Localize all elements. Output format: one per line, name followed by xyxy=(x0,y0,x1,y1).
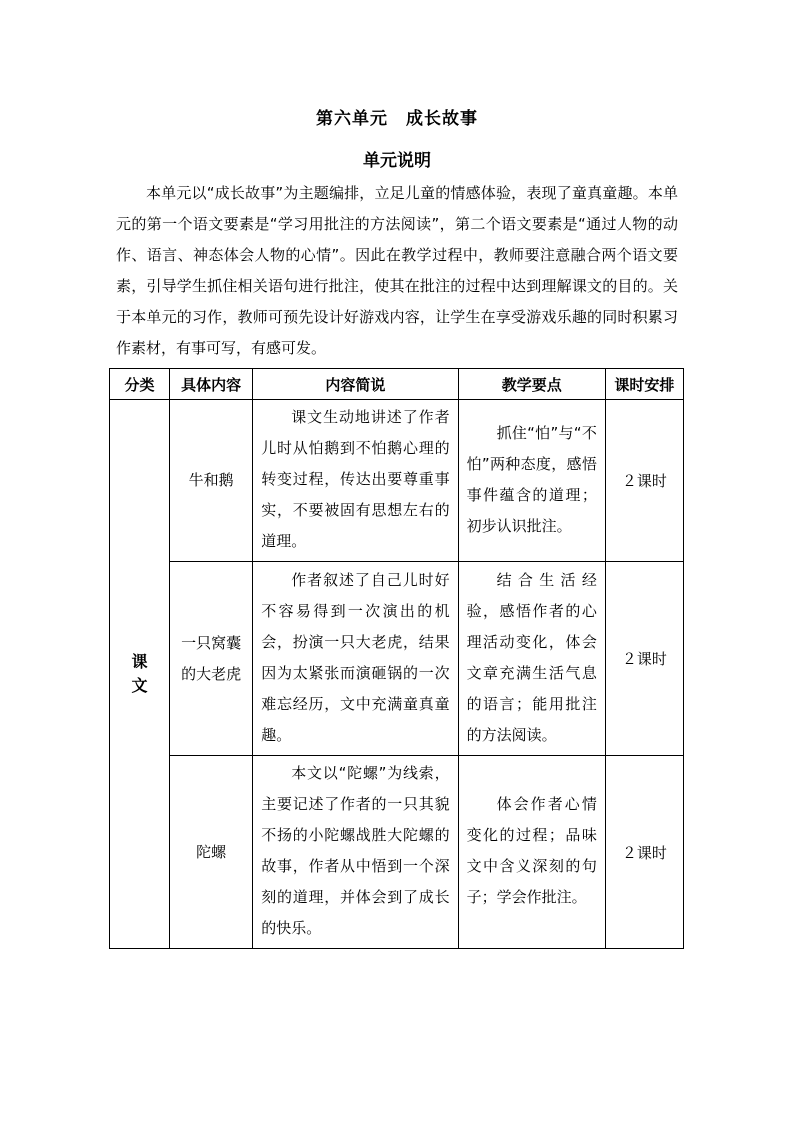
table-row xyxy=(110,562,684,756)
table-header-row xyxy=(110,369,684,400)
lesson-brief: 本文以“陀螺”为线索，主要记述了作者的一只其貌不扬的小陀螺战胜大陀螺的故事，作者从中悟到一个深刻的道理，并体会到了成长的快乐。 xyxy=(253,756,458,949)
lesson-brief: 作者叙述了自己儿时好不容易得到一次演出的机会，扮演一只大老虎，结果因为太紧张而演砸锅的一次难忘经历，文中充满童真童趣。 xyxy=(253,562,458,756)
unit-intro-paragraph: 本单元以“成长故事”为主题编排，立足儿童的情感体验，表现了童真童趣。本单元的第一个语文要素是“学习用批注的方法阅读”，第二个语文要素是“通过人物的动作、语言、神态体会人物的心情”。因此在教学过程中，教师要注意融合两个语文要素，引导学生抓住相关语句进行批注，使其在批注的过程中达到理解课文的目的。关于本单元的习作，教师可预先设计好游戏内容，让学生在享受游戏乐趣的同时积累习作素材，有事可写，有感可发。 xyxy=(116,184,678,357)
header-category: 分类 xyxy=(110,369,170,400)
header-key-points: 教学要点 xyxy=(458,369,605,400)
lesson-key-points: 体会作者心情变化的过程；品味文中含义深刻的句子；学会作批注。 xyxy=(458,756,605,949)
lesson-schedule: ２课时 xyxy=(605,756,683,949)
lesson-schedule: ２课时 xyxy=(605,562,683,756)
header-brief: 内容简说 xyxy=(253,369,458,400)
lesson-name: 牛和鹅 xyxy=(170,400,253,562)
lesson-name: 陀螺 xyxy=(170,756,253,949)
table-row xyxy=(110,756,684,949)
lesson-brief: 课文生动地讲述了作者儿时从怕鹅到不怕鹅心理的转变过程，传达出要尊重事实，不要被固有思想左右的道理。 xyxy=(253,400,458,562)
category-cell xyxy=(110,400,170,949)
header-lesson: 具体内容 xyxy=(170,369,253,400)
section-heading: 单元说明 xyxy=(363,151,431,171)
lesson-table xyxy=(109,368,684,949)
lesson-key-points: 抓住“怕”与“不怕”两种态度，感悟事件蕴含的道理；初步认识批注。 xyxy=(458,400,605,562)
lesson-name: 一只窝囊的大老虎 xyxy=(170,562,253,756)
lesson-key-points: 结合生活经验，感悟作者的心理活动变化，体会文章充满生活气息的语言；能用批注的方法阅读。 xyxy=(458,562,605,756)
header-schedule: 课时安排 xyxy=(605,369,683,400)
table-row xyxy=(110,400,684,562)
category-label: 课文 xyxy=(131,652,148,695)
lesson-schedule: ２课时 xyxy=(605,400,683,562)
unit-title: 第六单元 成长故事 xyxy=(316,109,478,129)
